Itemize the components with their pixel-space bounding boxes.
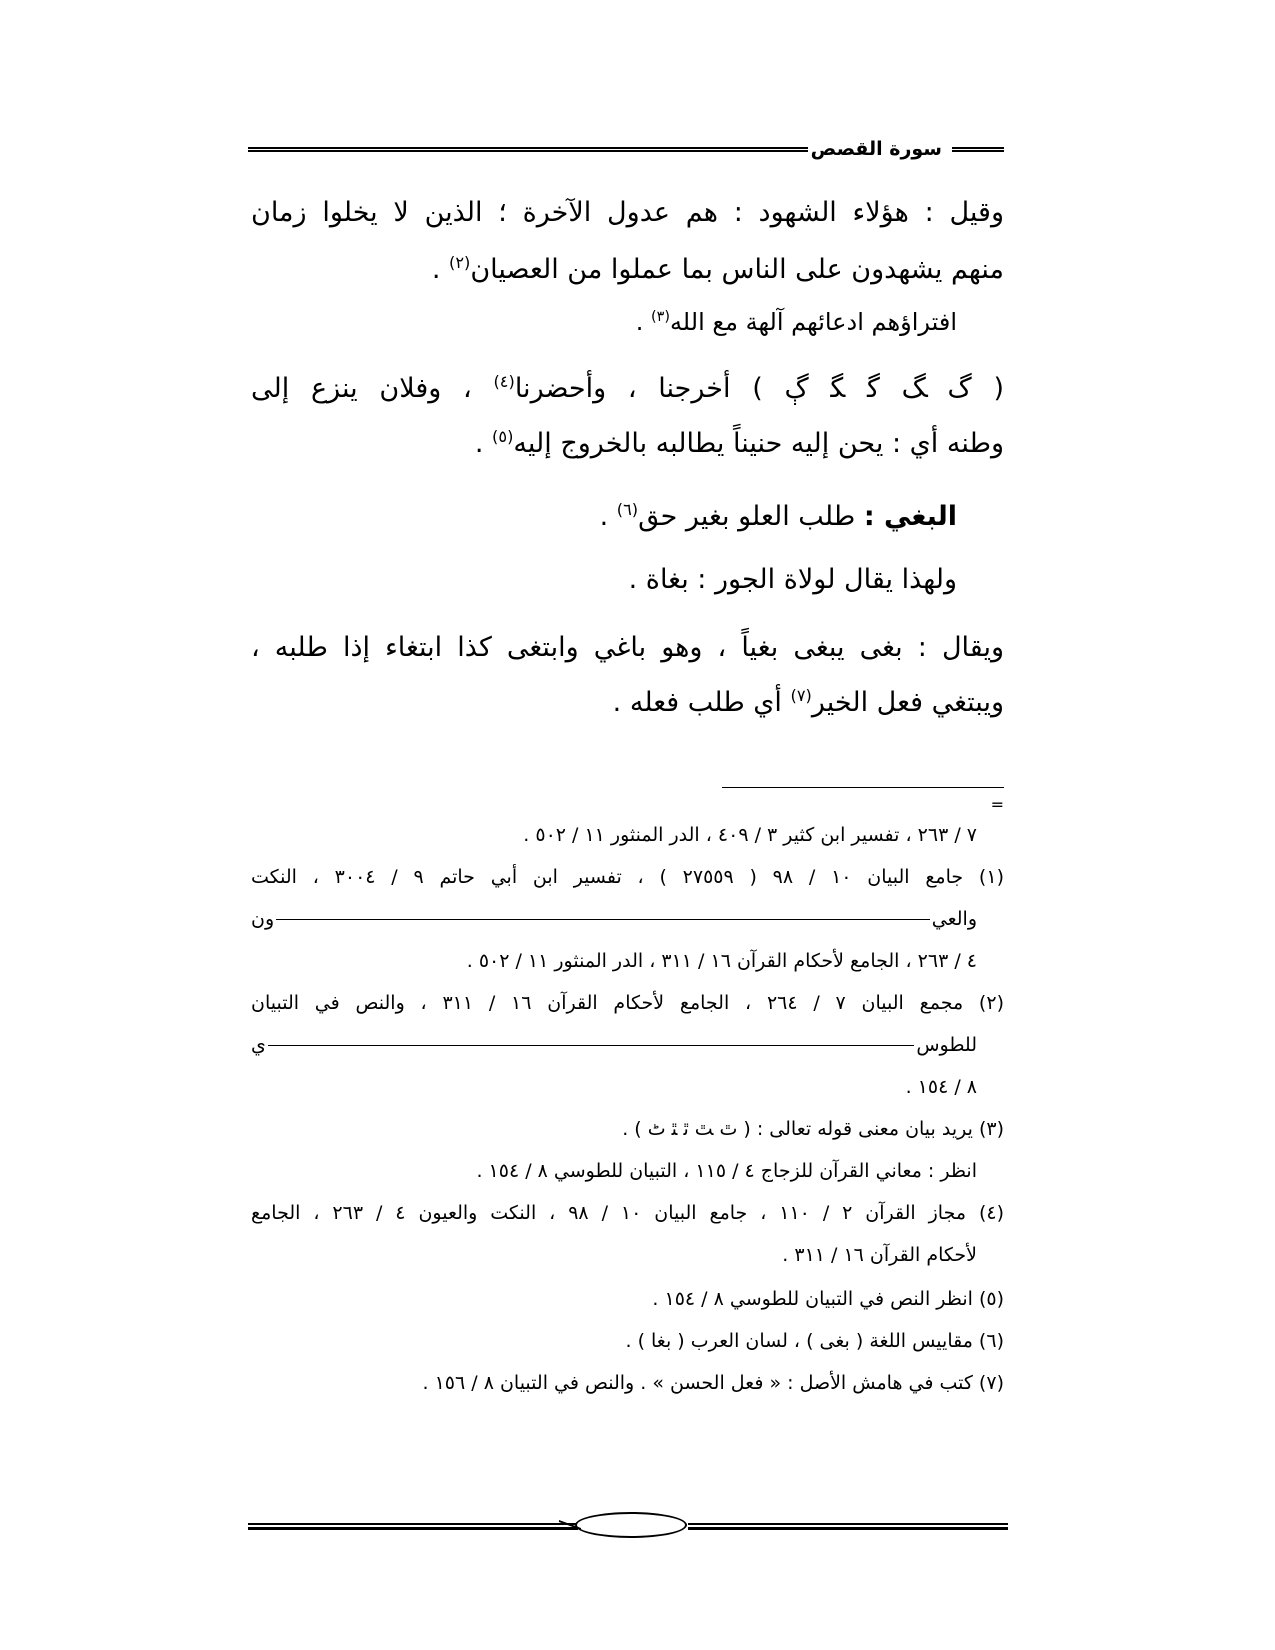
- body-text: .: [635, 308, 651, 336]
- footnote-text: ي: [251, 1034, 266, 1056]
- header-rule-long: [248, 147, 808, 152]
- surah-title: سورة القصص: [810, 138, 942, 160]
- body-line-6: [600, 501, 957, 533]
- quran-glyphs-and-text: ( ﮒ ﮓ ﮔ ﮕ ﮖ ) أخرجنا ، وأحضرنا: [514, 373, 1004, 404]
- running-header: [248, 134, 1004, 164]
- footnote-4-line-2: لأحكام القرآن ١٦ / ٣١١ .: [782, 1244, 977, 1266]
- footnote-2-line-2: [251, 1034, 977, 1058]
- body-text: .: [599, 501, 617, 532]
- footnote-continuation: ٧ / ٢٦٣ ، تفسير ابن كثير ٣ / ٤٠٩ ، الدر المنثور ١١ / ٥٠٢ .: [523, 824, 977, 846]
- footnote-ref-7[interactable]: (٧): [790, 686, 812, 705]
- body-line-9: [613, 687, 1004, 719]
- term-heading: البغي :: [863, 501, 957, 532]
- footnote-2-line-1: (٢) مجمع البيان ٧ / ٢٦٤ ، الجامع لأحكام القرآن ١٦ / ٣١١ ، والنص في التبيان: [251, 992, 1004, 1014]
- body-line-1: وقيل : هؤلاء الشهود : هم عدول الآخرة ؛ الذين لا يخلوا زمان: [251, 197, 1004, 228]
- footnote-3-line-1: (٣) يريد بيان معنى قوله تعالى : ( ﭢ ﭣ ﭤ ﭥ ﭦ ) .: [622, 1118, 1004, 1140]
- footnote-text: للطوس: [916, 1034, 977, 1056]
- body-line-2: [432, 254, 1004, 286]
- footnote-1-line-2: [251, 908, 977, 932]
- footnote-1-line-1: (١) جامع البيان ١٠ / ٩٨ ( ٢٧٥٥٩ ) ، تفسير ابن أبي حاتم ٩ / ٣٠٠٤ ، النكت: [251, 866, 1004, 888]
- footnote-text: والعي: [931, 908, 977, 930]
- footnote-ref-6[interactable]: (٦): [616, 500, 639, 519]
- footnote-2-line-3: ٨ / ١٥٤ .: [905, 1076, 977, 1098]
- body-text: .: [431, 254, 449, 285]
- footnote-5: (٥) انظر النص في التبيان للطوسي ٨ / ١٥٤ .: [652, 1288, 1004, 1310]
- footnote-text: ون: [251, 908, 275, 930]
- footnote-4-line-1: (٤) مجاز القرآن ٢ / ١١٠ ، جامع البيان ١٠ / ٩٨ ، النكت والعيون ٤ / ٢٦٣ ، الجامع: [251, 1202, 1005, 1224]
- header-rule-short: [952, 147, 1004, 152]
- body-line-8: ويقال : بغى يبغى بغياً ، وهو باغي وابتغى كذا ابتغاء إذا طلبه ،: [251, 632, 1004, 663]
- footnote-separator: [722, 787, 1004, 788]
- footnote-3-line-2: انظر : معاني القرآن للزجاج ٤ / ١١٥ ، التبيان للطوسي ٨ / ١٥٤ .: [476, 1160, 977, 1182]
- body-text: طلب العلو بغير حق: [638, 501, 864, 532]
- footnote-1-line-3: ٤ / ٢٦٣ ، الجامع لأحكام القرآن ١٦ / ٣١١ ، الدر المنثور ١١ / ٥٠٢ .: [466, 950, 977, 972]
- footnote-7: (٧) كتب في هامش الأصل : « فعل الحسن » . والنص في التبيان ٨ / ١٥٦ .: [422, 1372, 1004, 1394]
- kashida-stretch: [268, 1045, 914, 1046]
- body-line-7: ولهذا يقال لولاة الجور : بغاة .: [628, 564, 957, 595]
- body-text: وطنه أي : يحن إليه حنيناً يطالبه بالخروج إليه: [513, 428, 1004, 459]
- body-text: .: [474, 428, 493, 459]
- page-number-oval: [575, 1512, 687, 1538]
- body-line-3: [636, 308, 957, 337]
- body-text: منهم يشهدون على الناس بما عملوا من العصيان: [470, 254, 1004, 285]
- body-text: افتراؤهم ادعائهم آلهة مع الله: [669, 308, 957, 336]
- kashida-stretch: [276, 919, 930, 920]
- continuation-mark: =: [990, 795, 1004, 814]
- footnote-ref-3[interactable]: (٣): [650, 309, 670, 325]
- body-text: أي طلب فعله .: [612, 687, 791, 718]
- footer-rule-left: [248, 1523, 578, 1530]
- footer-rule-right: [688, 1523, 1008, 1530]
- body-text: ، وفلان ينزع إلى: [251, 373, 494, 404]
- body-line-4: [251, 373, 1004, 405]
- footnote-ref-5[interactable]: (٥): [492, 427, 514, 446]
- body-text: ويبتغي فعل الخير: [811, 687, 1004, 718]
- footnote-ref-4[interactable]: (٤): [493, 372, 515, 391]
- footnote-ref-2[interactable]: (٢): [448, 253, 471, 272]
- body-line-5: [475, 428, 1004, 460]
- footer-ornament: [248, 1512, 1008, 1542]
- footnote-6: (٦) مقاييس اللغة ( بغى ) ، لسان العرب ( بغا ) .: [625, 1330, 1004, 1352]
